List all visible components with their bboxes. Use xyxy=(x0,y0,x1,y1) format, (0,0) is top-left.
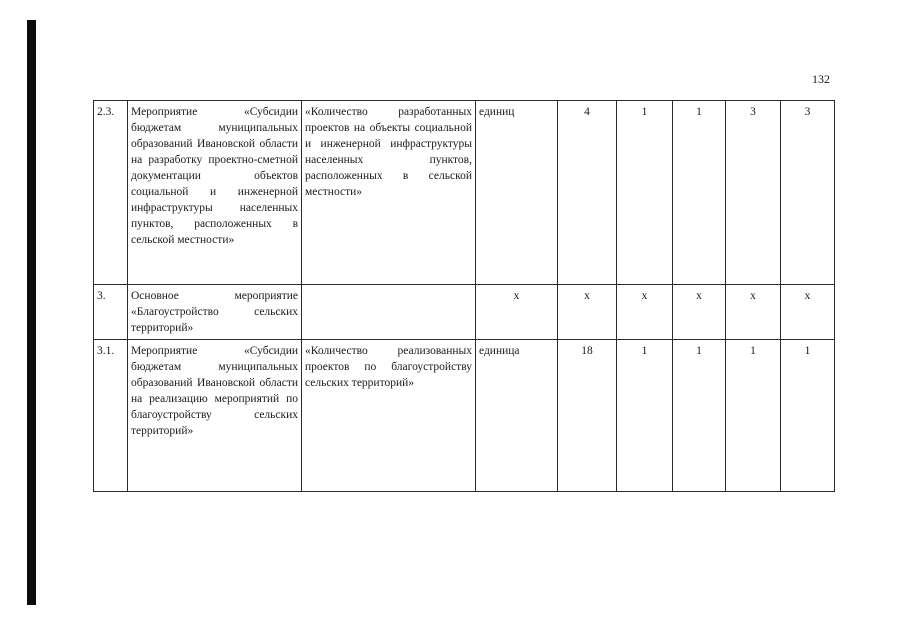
value-cell: 1 xyxy=(781,340,835,492)
value-cell: 1 xyxy=(617,340,673,492)
unit-cell: единиц xyxy=(476,101,558,285)
row-number: 3.1. xyxy=(94,340,128,492)
value-cell: 1 xyxy=(673,340,726,492)
unit-cell: х xyxy=(476,285,558,340)
value-cell: 1 xyxy=(673,101,726,285)
indicators-table xyxy=(93,100,835,492)
indicator-cell: «Количество реализованных проектов по благоустройству сельских территорий» xyxy=(302,340,476,492)
value-cell: 1 xyxy=(617,101,673,285)
value-cell: х xyxy=(558,285,617,340)
row-number: 3. xyxy=(94,285,128,340)
value-cell: 4 xyxy=(558,101,617,285)
table-row xyxy=(94,340,835,492)
event-cell: Мероприятие «Субсидии бюджетам муниципальных образований Ивановской области на разработку проектно-сметной документации объектов социальной и инженерной инфраструктуры населенных пунктов, расположенных в сельской местности» xyxy=(128,101,302,285)
event-cell: Мероприятие «Субсидии бюджетам муниципальных образований Ивановской области на реализацию мероприятий по благоустройству сельских территорий» xyxy=(128,340,302,492)
indicator-cell xyxy=(302,285,476,340)
value-cell: 1 xyxy=(726,340,781,492)
value-cell: 3 xyxy=(726,101,781,285)
row-number: 2.3. xyxy=(94,101,128,285)
table-row xyxy=(94,101,835,285)
value-cell: х xyxy=(726,285,781,340)
indicator-cell: «Количество разработанных проектов на объекты социальной и инженерной инфраструктуры населенных пунктов, расположенных в сельской местности» xyxy=(302,101,476,285)
scan-edge-bar xyxy=(27,20,36,605)
value-cell: 3 xyxy=(781,101,835,285)
table-row xyxy=(94,285,835,340)
value-cell: х xyxy=(781,285,835,340)
value-cell: х xyxy=(617,285,673,340)
value-cell: х xyxy=(673,285,726,340)
page-number: 132 xyxy=(812,72,830,86)
value-cell: 18 xyxy=(558,340,617,492)
unit-cell: единица xyxy=(476,340,558,492)
event-cell: Основное мероприятие «Благоустройство сельских территорий» xyxy=(128,285,302,340)
